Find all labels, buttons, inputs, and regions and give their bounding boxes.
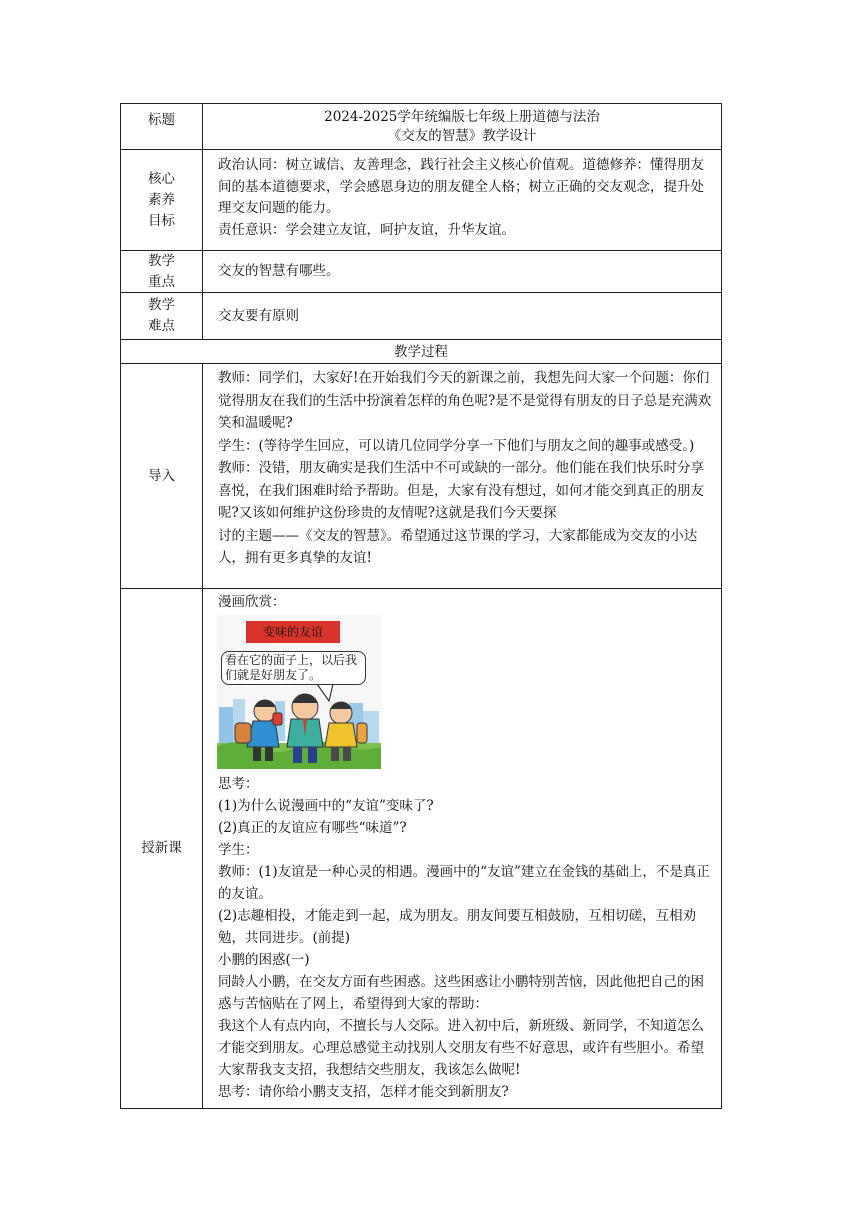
case-question: 思考：请你给小鹏支支招，怎样才能交到新朋友? xyxy=(218,1084,509,1100)
title-row xyxy=(121,104,721,149)
intro-label: 导入 xyxy=(121,364,203,588)
core-label-line-2: 素养 xyxy=(148,191,175,208)
case-title: 小鹏的困惑(一) xyxy=(218,952,310,968)
question-1: (1)为什么说漫画中的“友谊”变味了? xyxy=(218,798,434,814)
intro-paragraph-4: 讨的主题——《交友的智慧》。希望通过这节课的学习，大家都能成为交友的小达人，拥有更多真挚的友谊! xyxy=(218,527,698,566)
difficult-points-value xyxy=(203,293,721,339)
title-value xyxy=(203,104,721,149)
student-label: 学生： xyxy=(218,842,259,858)
title-line-2: 《交友的智慧》教学设计 xyxy=(387,128,537,144)
difficult-points-label xyxy=(121,293,203,339)
key-label-line-1: 教学 xyxy=(148,252,175,269)
key-points-row xyxy=(121,250,721,292)
key-points-label xyxy=(121,251,203,292)
intro-row xyxy=(121,363,721,588)
title-line-1: 2024-2025学年统编版七年级上册道德与法治 xyxy=(324,109,600,125)
core-literacy-paragraph-2: 责任意识：学会建立友谊，呵护友谊，升华友谊。 xyxy=(218,221,515,238)
difficult-label-line-1: 教学 xyxy=(148,297,175,313)
case-paragraph-2: 我这个人有点内向，不擅长与人交际。进入初中后，新班级、新同学，不知道怎么才能交到朋友。心理总感觉主动找别人交朋友有些不好意思，或许有些胆小。希望大家帮我支支招，我想结交些朋友，我该怎么做呢! xyxy=(218,1018,704,1078)
key-label-line-2: 重点 xyxy=(148,273,175,290)
question-2: (2)真正的友谊应有哪些“味道”? xyxy=(218,820,407,836)
new-lesson-value xyxy=(203,589,721,1108)
new-lesson-label: 授新课 xyxy=(121,589,203,1108)
difficult-label-line-2: 难点 xyxy=(148,318,175,334)
answer-2: (2)志趣相投，才能走到一起，成为朋友。朋友间要互相鼓励，互相切磋，互相劝勉，共同进步。(前提) xyxy=(218,908,697,946)
core-literacy-paragraph-1: 政治认同：树立诚信、友善理念，践行社会主义核心价值观。道德修养：懂得朋友间的基本道德要求，学会感恩身边的朋友健全人格；树立正确的交友观念，提升处理交友问题的能力。 xyxy=(218,157,704,216)
difficult-points-row xyxy=(121,292,721,339)
think-label: 思考： xyxy=(218,776,259,792)
title-label: 标题 xyxy=(121,104,203,149)
intro-paragraph-1: 教师：同学们，大家好!在开始我们今天的新课之前，我想先问大家一个问题：你们觉得朋友在我们的生活中扮演着怎样的角色呢?是不是觉得有朋友的日子总是充满欢笑和温暖呢? xyxy=(218,370,712,431)
intro-paragraph-2: 学生：(等待学生回应，可以请几位同学分享一下他们与朋友之间的趣事或感受。) xyxy=(218,437,695,454)
key-points-value xyxy=(203,251,721,292)
new-lesson-row xyxy=(121,588,721,1108)
process-header-row xyxy=(121,339,721,363)
key-points-text: 交友的智慧有哪些。 xyxy=(218,263,340,280)
comic-title: 变味的友谊 xyxy=(246,621,340,643)
core-label-line-1: 核心 xyxy=(148,170,175,187)
comic-image xyxy=(217,615,381,769)
process-header: 教学过程 xyxy=(394,344,448,360)
comic-speech-bubble: 看在它的面子上，以后我们就是好朋友了。 xyxy=(221,651,366,685)
core-literacy-value xyxy=(203,150,721,250)
core-literacy-label xyxy=(121,150,203,250)
comic-intro: 漫画欣赏： xyxy=(218,594,286,610)
core-literacy-row xyxy=(121,149,721,250)
core-label-line-3: 目标 xyxy=(148,212,175,229)
intro-paragraph-3: 教师：没错，朋友确实是我们生活中不可或缺的一部分。他们能在我们快乐时分享喜悦，在我们困难时给予帮助。但是，大家有没有想过，如何才能交到真正的朋友呢?又该如何维护这份珍贵的友情呢?这就是我们今天要探 xyxy=(218,460,704,521)
case-paragraph-1: 同龄人小鹏，在交友方面有些困惑。这些困惑让小鹏特别苦恼，因此他把自己的困惑与苦恼贴在了网上，希望得到大家的帮助： xyxy=(218,974,704,1012)
intro-value xyxy=(203,364,721,588)
lesson-plan-table xyxy=(120,103,722,1109)
difficult-points-text: 交友要有原则 xyxy=(218,307,299,324)
answer-1: 教师：(1)友谊是一种心灵的相遇。漫画中的“友谊”建立在金钱的基础上，不是真正的友谊。 xyxy=(218,864,710,902)
